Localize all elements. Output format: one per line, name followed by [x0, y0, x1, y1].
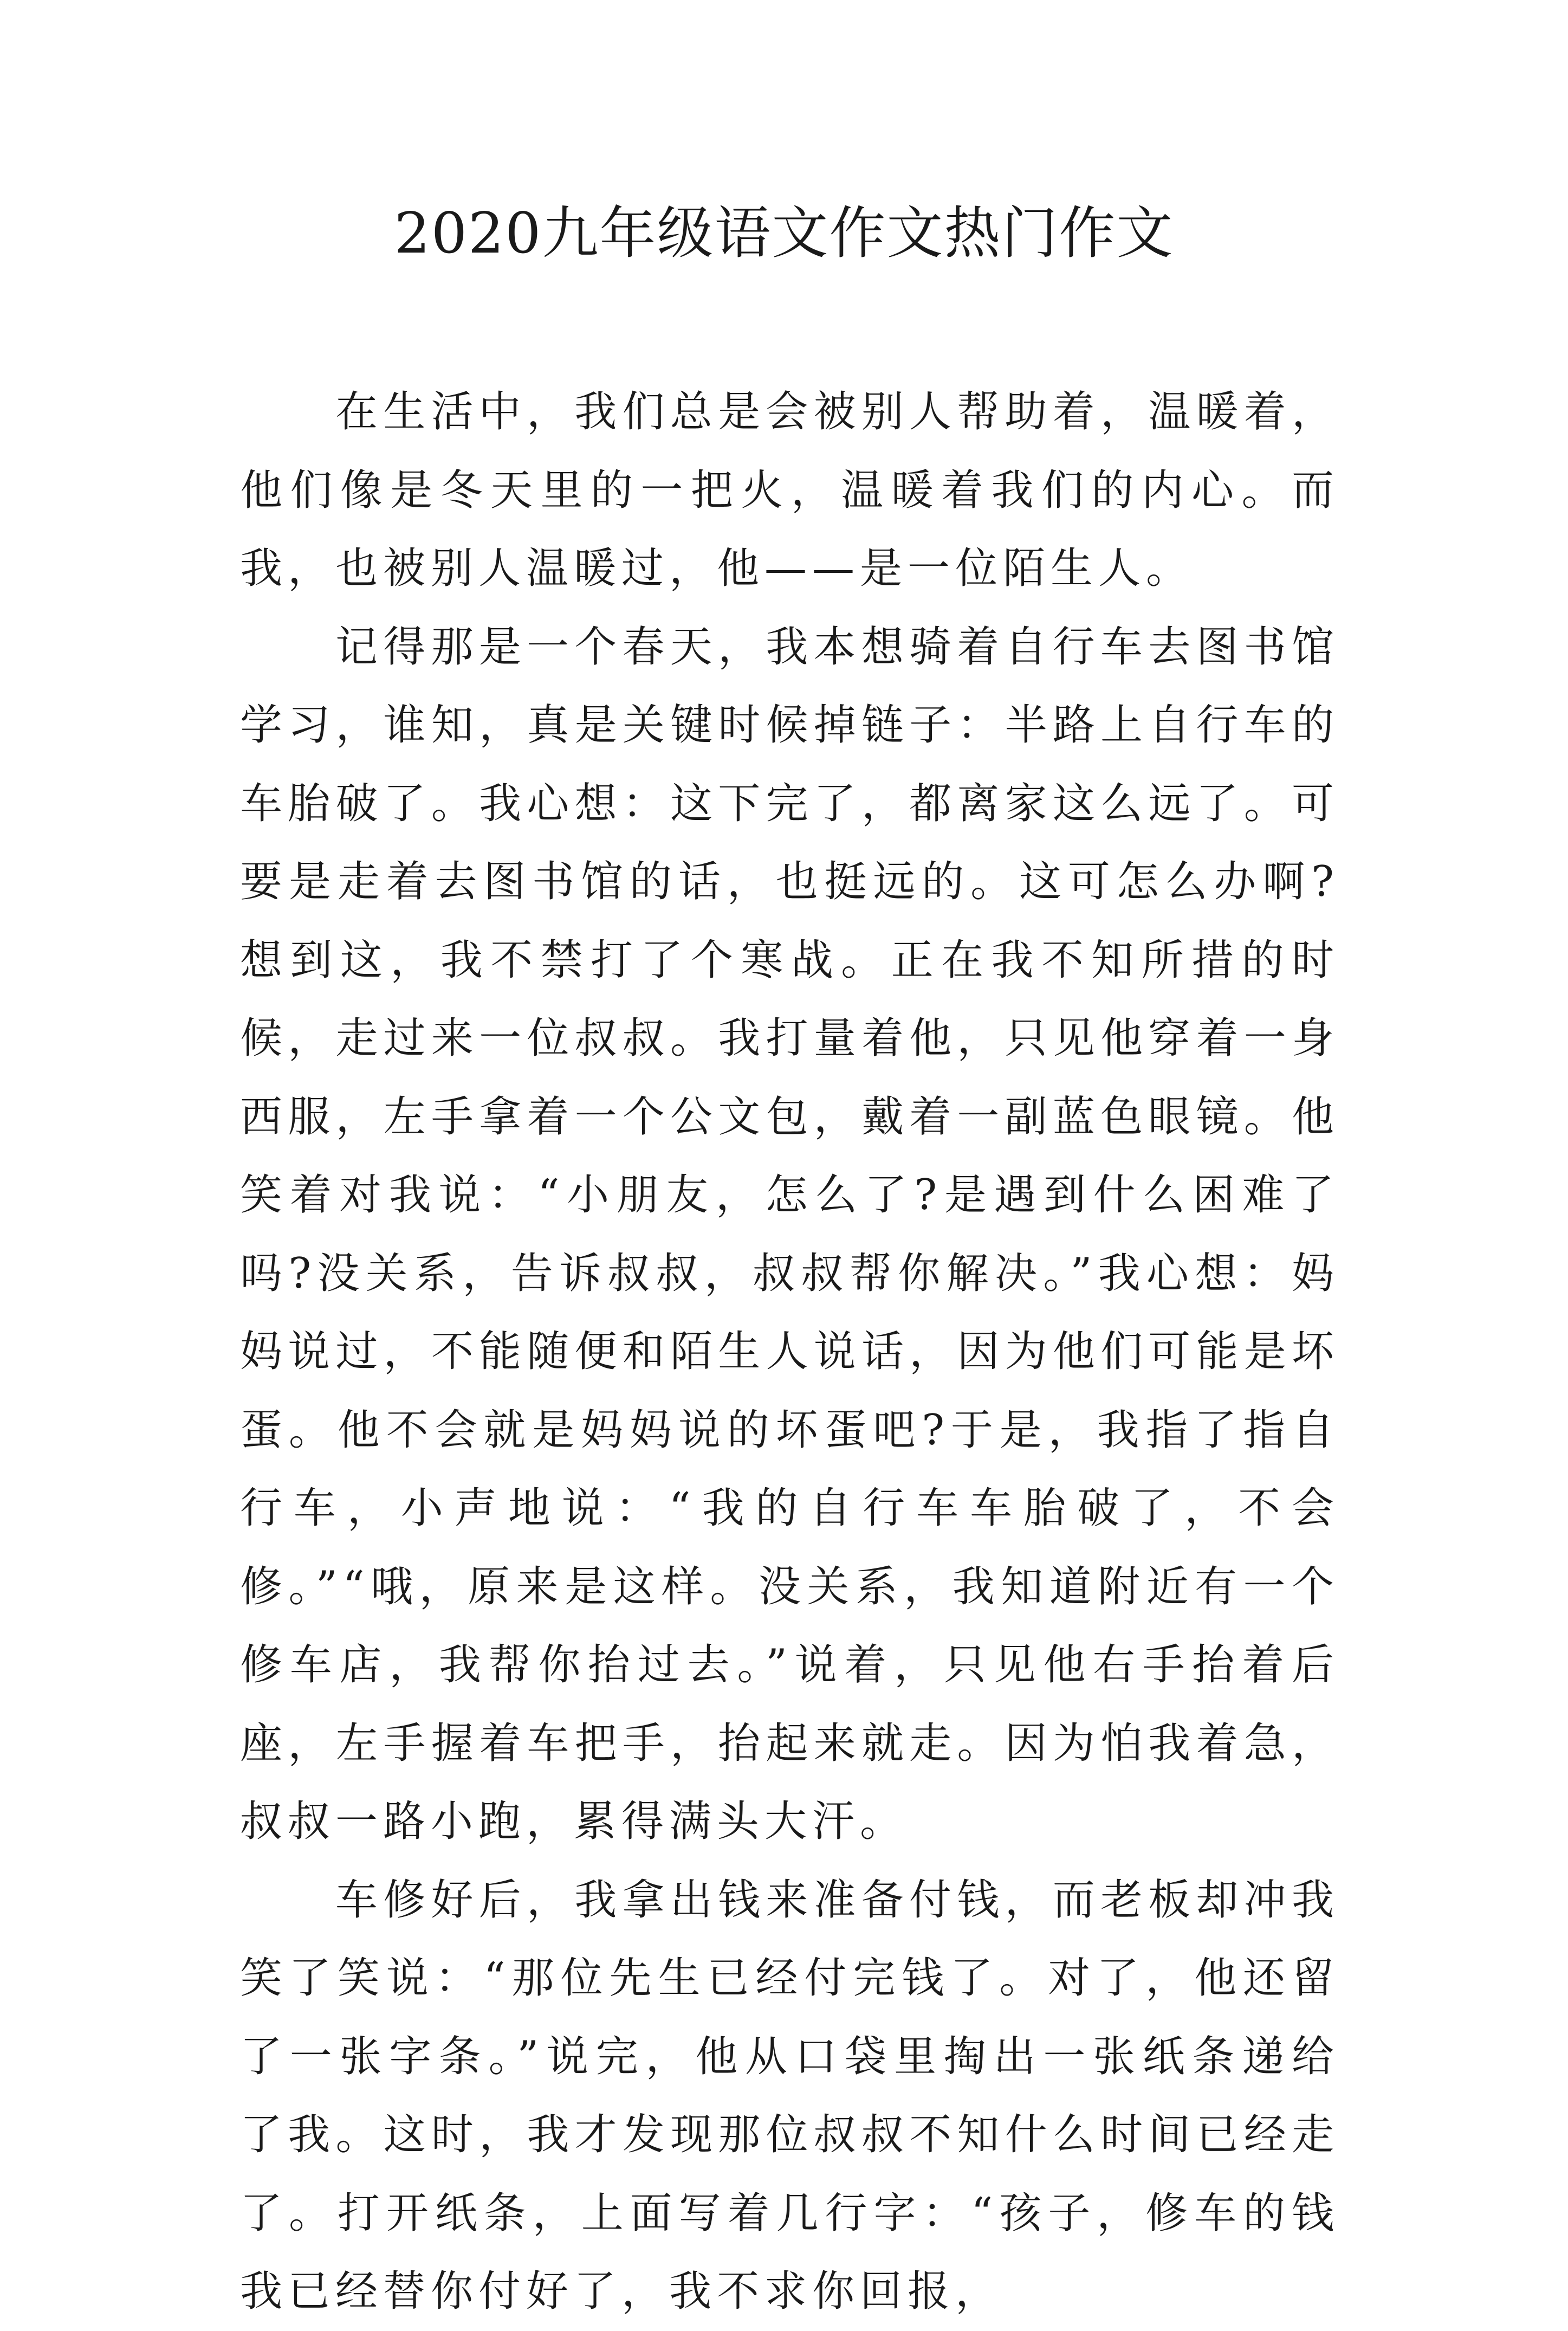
document-title: 2020九年级语文作文热门作文 [394, 200, 1174, 266]
document-body [240, 373, 1339, 2331]
paragraph: 车修好后，我拿出钱来准备付钱，而老板却冲我笑了笑说：“那位先生已经付完钱了。对了，他还留了一张字条。”说完，他从口袋里掏出一张纸条递给了我。这时，我才发现那位叔叔不知什么时间已经走了。打开纸条，上面写着几行字：“孩子，修车的钱我已经替你付好了，我不求你回报， [240, 1875, 1339, 2316]
paragraph: 记得那是一个春天，我本想骑着自行车去图书馆学习，谁知，真是关键时候掉链子：半路上自行车的车胎破了。我心想：这下完了，都离家这么远了。可要是走着去图书馆的话，也挺远的。这可怎么办啊?想到这，我不禁打了个寒战。正在我不知所措的时候，走过来一位叔叔。我打量着他，只见他穿着一身西服，左手拿着一个公文包，戴着一副蓝色眼镜。他笑着对我说：“小朋友，怎么了?是遇到什么困难了吗?没关系，告诉叔叔，叔叔帮你解决。”我心想：妈妈说过，不能随便和陌生人说话，因为他们可能是坏蛋。他不会就是妈妈说的坏蛋吧?于是，我指了指自行车，小声地说：“我的自行车车胎破了，不会修。”“哦，原来是这样。没关系，我知道附近有一个修车店，我帮你抬过去。”说着，只见他右手抬着后座，左手握着车把手，抬起来就走。因为怕我着急，叔叔一路小跑，累得满头大汗。 [240, 622, 1339, 1846]
paragraph: 在生活中，我们总是会被别人帮助着，温暖着，他们像是冬天里的一把火，温暖着我们的内心。而我，也被别人温暖过，他——是一位陌生人。 [240, 388, 1339, 593]
